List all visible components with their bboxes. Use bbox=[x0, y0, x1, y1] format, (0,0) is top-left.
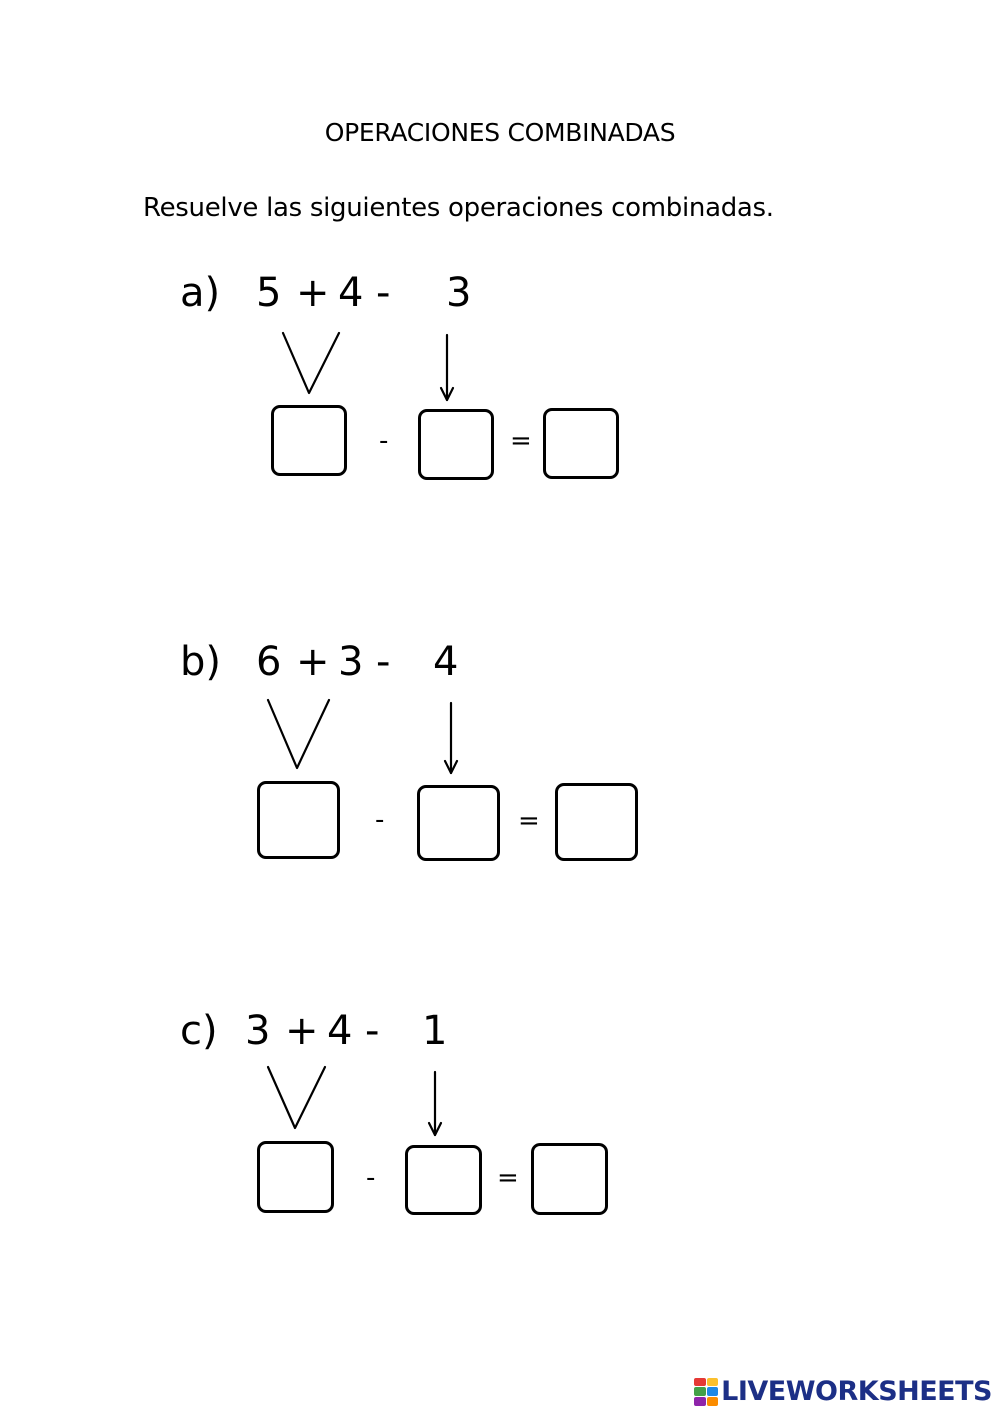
exercise-c-op-equals: = bbox=[497, 1163, 519, 1193]
liveworksheets-icon bbox=[694, 1378, 718, 1406]
exercise-a-answer-3[interactable] bbox=[543, 408, 619, 479]
exercise-b-answer-2[interactable] bbox=[417, 785, 500, 861]
liveworksheets-logo[interactable] bbox=[694, 1376, 992, 1407]
exercise-a-operand-1: 5 bbox=[256, 270, 282, 316]
exercise-b-op-equals: = bbox=[518, 806, 540, 836]
exercise-b-answer-1[interactable] bbox=[257, 781, 340, 859]
exercise-b-v-mark bbox=[268, 700, 329, 768]
exercise-b-minus: - bbox=[376, 639, 391, 685]
exercise-a-op-minus: - bbox=[379, 426, 389, 456]
liveworksheets-text: LIVEWORKSHEETS bbox=[721, 1376, 992, 1407]
page-title: OPERACIONES COMBINADAS bbox=[324, 118, 676, 147]
instruction-text: Resuelve las siguientes operaciones combinadas. bbox=[143, 193, 774, 223]
exercise-c-answer-3[interactable] bbox=[531, 1143, 608, 1215]
exercise-a-operand-2: 4 bbox=[338, 270, 364, 316]
exercise-c-minus: - bbox=[365, 1008, 380, 1054]
exercise-a-operand-3: 3 bbox=[446, 270, 472, 316]
exercise-c-op-minus: - bbox=[366, 1163, 376, 1193]
exercise-a-op-equals: = bbox=[510, 426, 532, 456]
exercise-a-minus: - bbox=[376, 270, 391, 316]
exercise-a-answer-1[interactable] bbox=[271, 405, 347, 476]
exercise-b-plus: + bbox=[296, 639, 330, 685]
exercise-c-v-mark bbox=[268, 1067, 325, 1128]
exercise-a-label: a) bbox=[180, 270, 221, 316]
exercise-a-plus: + bbox=[296, 270, 330, 316]
exercise-c-label: c) bbox=[180, 1008, 218, 1054]
exercise-b-operand-1: 6 bbox=[256, 639, 282, 685]
exercise-b-answer-3[interactable] bbox=[555, 783, 638, 861]
exercise-b-label: b) bbox=[180, 639, 221, 685]
exercise-c-operand-2: 4 bbox=[327, 1008, 353, 1054]
exercise-c-plus: + bbox=[285, 1008, 319, 1054]
exercise-c-operand-3: 1 bbox=[422, 1008, 448, 1054]
exercise-b-op-minus: - bbox=[375, 805, 385, 835]
exercise-c-answer-1[interactable] bbox=[257, 1141, 334, 1213]
exercise-b-operand-2: 3 bbox=[338, 639, 364, 685]
exercise-b-operand-3: 4 bbox=[433, 639, 459, 685]
exercise-c-operand-1: 3 bbox=[245, 1008, 271, 1054]
exercise-c-answer-2[interactable] bbox=[405, 1145, 482, 1215]
exercise-a-answer-2[interactable] bbox=[418, 409, 494, 480]
exercise-a-v-mark bbox=[283, 333, 339, 393]
